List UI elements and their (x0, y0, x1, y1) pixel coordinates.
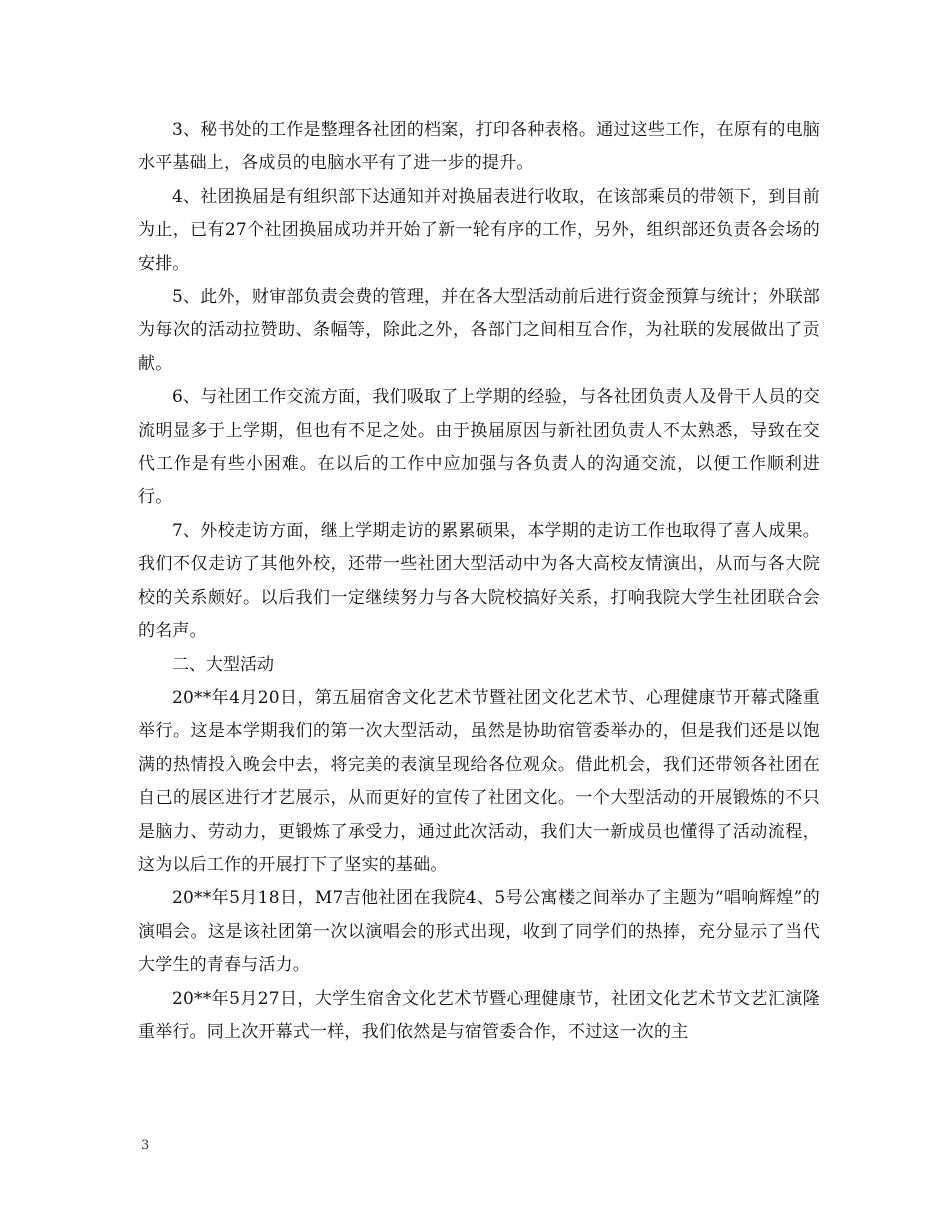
paragraph-club-transition: 4、社团换届是有组织部下达通知并对换届表进行收取，在该部乘员的带领下，到目前为止，已有27个社团换届成功并开始了新一轮有序的工作，另外，组织部还负责各会场的安排。 (138, 186, 820, 274)
paragraph-guitar-concert: 20**年5月18日，M7吉他社团在我院4、5号公寓楼之间举办了主题为“唱响辉煌”的演唱会。这是该社团第一次以演唱会的形式出现，收到了同学们的热捧，充分显示了当代大学生的青春与活力。 (138, 888, 820, 976)
paragraph-secretariat: 3、秘书处的工作是整理各社团的档案，打印各种表格。通过这些工作，在原有的电脑水平基础上，各成员的电脑水平有了进一步的提升。 (138, 120, 820, 174)
paragraph-external-visits: 7、外校走访方面，继上学期走访的累累硕果，本学期的走访工作也取得了喜人成果。我们不仅走访了其他外校，还带一些社团大型活动中为各大高校友情演出，从而与各大院校的关系颇好。以后我们一定继续努力与各大院校搞好关系，打响我院大学生社团联合会的名声。 (138, 520, 820, 642)
page-number: 3 (141, 1138, 150, 1153)
section-heading: 二、大型活动 (172, 654, 274, 675)
paragraph-art-performance: 20**年5月27日，大学生宿舍文化艺术节暨心理健康节，社团文化艺术节文艺汇演隆重举行。同上次开幕式一样，我们依然是与宿管委合作，不过这一次的主 (138, 988, 820, 1042)
paragraph-finance-outreach: 5、此外，财审部负责会费的管理，并在各大型活动前后进行资金预算与统计；外联部为每次的活动拉赞助、条幅等，除此之外，各部门之间相互合作，为社联的发展做出了贡献。 (138, 287, 820, 374)
paragraph-club-communication: 6、与社团工作交流方面，我们吸取了上学期的经验，与各社团负责人及骨干人员的交流明显多于上学期，但也有不足之处。由于换届原因与新社团负责人不太熟悉，导致在交代工作是有些小困难。在以后的工作中应加强与各负责人的沟通交流，以便工作顺利进行。 (138, 387, 820, 508)
paragraph-opening-ceremony: 20**年4月20日，第五届宿舍文化艺术节暨社团文化艺术节、心理健康节开幕式隆重举行。这是本学期我们的第一次大型活动，虽然是协助宿管委举办的，但是我们还是以饱满的热情投入晚会中去，将完美的表演呈现给各位观众。借此机会，我们还带领各社团在自己的展区进行才艺展示，从而更好的宣传了社团文化。一个大型活动的开展锻炼的不只是脑力、劳动力，更锻炼了承受力，通过此次活动，我们大一新成员也懂得了活动流程，这为以后工作的开展打下了坚实的基础。 (138, 687, 820, 875)
page-body (138, 114, 820, 1049)
